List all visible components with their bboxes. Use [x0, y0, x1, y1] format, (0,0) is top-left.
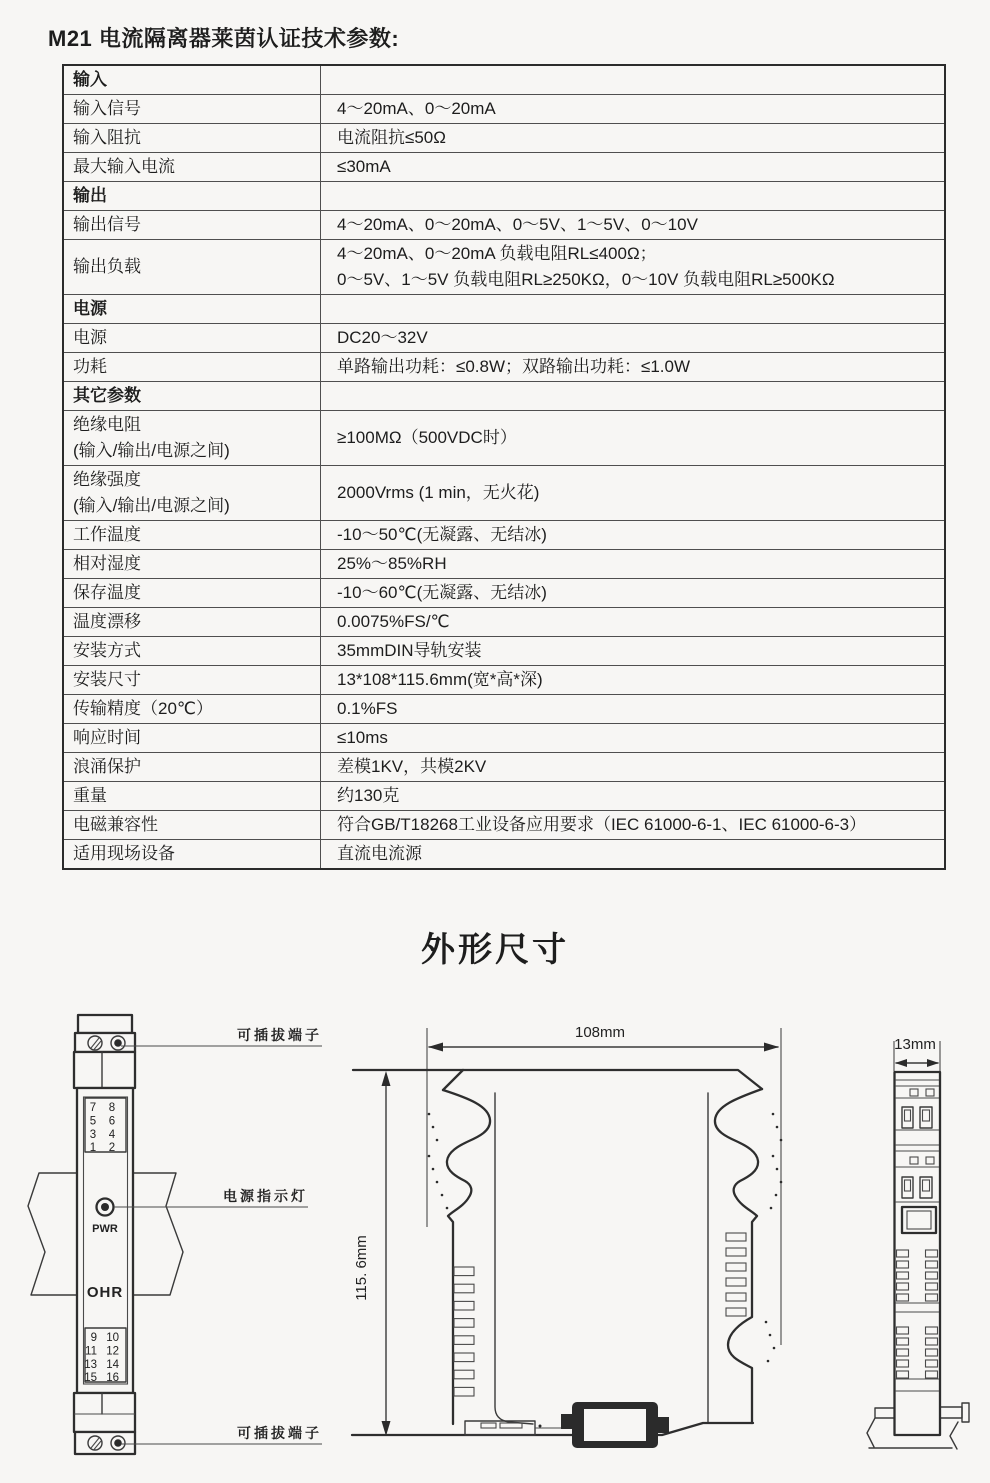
terminal-number: 12	[106, 1345, 119, 1358]
arrowhead-icon	[927, 1059, 939, 1067]
dimension-drawings	[0, 1005, 990, 1483]
profile-view-drawing	[352, 1024, 782, 1448]
terminal-number: 14	[106, 1359, 119, 1371]
param-value: -10～60℃(无凝露、无结冰)	[321, 579, 946, 608]
power-led-dot-icon	[101, 1203, 109, 1211]
housing-bottom-edge	[352, 1423, 753, 1435]
housing-top-edge	[353, 1070, 762, 1089]
param-label: 温度漂移	[63, 608, 321, 637]
spec-section-row	[63, 65, 945, 95]
param-value: 直流电流源	[321, 840, 946, 870]
latch-detail	[481, 1423, 496, 1428]
terminal-number: 9	[90, 1332, 97, 1344]
spec-row	[63, 753, 945, 782]
terminal-number: 15	[84, 1372, 97, 1384]
callout-pluggable-terminal-top: 可插拔端子	[237, 1027, 322, 1043]
spec-row	[63, 811, 945, 840]
param-label: 功耗	[63, 353, 321, 382]
din-clip-tab-left	[561, 1414, 572, 1429]
param-label: 电源	[63, 295, 321, 324]
spec-row	[63, 782, 945, 811]
param-label: 安装方式	[63, 637, 321, 666]
terminal-number: 1	[89, 1142, 97, 1154]
terminal-number: 13	[84, 1359, 97, 1371]
param-label: 浪涌保护	[63, 753, 321, 782]
callout-pluggable-terminal-bottom: 可插拔端子	[237, 1425, 322, 1441]
module-top-terminal-band	[75, 1033, 135, 1052]
terminal-number: 5	[89, 1115, 97, 1128]
param-label: 输入阻抗	[63, 124, 321, 153]
param-label: 工作温度	[63, 521, 321, 550]
terminal-number: 6	[108, 1115, 116, 1128]
param-value: 4～20mA、0～20mA 负载电阻RL≤400Ω； 0～5V、1～5V 负载电阻RL≥250KΩ，0～10V 负载电阻RL≥500KΩ	[321, 240, 946, 295]
callout-power-indicator: 电源指示灯	[223, 1188, 308, 1204]
latch-pin-icon	[539, 1425, 542, 1428]
param-value: 2000Vrms (1 min，无火花)	[321, 466, 946, 521]
rail-clip-tab	[940, 1407, 962, 1418]
terminal-number: 8	[108, 1102, 116, 1114]
param-label: 输出	[63, 182, 321, 211]
housing-left-chamfer	[443, 1070, 463, 1090]
param-value: ≥100MΩ（500VDC时）	[321, 411, 946, 466]
vent-slots-left	[454, 1267, 474, 1396]
page-title: M21 电流隔离器莱茵认证技术参数:	[48, 26, 400, 51]
param-label: 绝缘电阻 (输入/输出/电源之间)	[63, 411, 321, 466]
param-value: 35mmDIN导轨安装	[321, 637, 946, 666]
param-value: 单路输出功耗：≤0.8W；双路输出功耗：≤1.0W	[321, 353, 946, 382]
param-label: 输出负载	[63, 240, 321, 295]
spec-row	[63, 153, 945, 182]
spec-row	[63, 211, 945, 240]
param-value: ≤30mA	[321, 153, 946, 182]
spec-row	[63, 666, 945, 695]
param-value: 13*108*115.6mm(宽*高*深)	[321, 666, 946, 695]
param-value: 4～20mA、0～20mA	[321, 95, 946, 124]
arrowhead-icon	[382, 1421, 391, 1436]
param-value: 电流阻抗≤50Ω	[321, 124, 946, 153]
module-upper-flange	[74, 1052, 135, 1088]
front-view-drawing	[28, 1015, 322, 1454]
param-value	[321, 295, 946, 324]
spec-row	[63, 637, 945, 666]
spec-row	[63, 579, 945, 608]
brand-logo: OHR	[86, 1284, 124, 1301]
param-label: 相对湿度	[63, 550, 321, 579]
spec-section-row	[63, 295, 945, 324]
param-label: 其它参数	[63, 382, 321, 411]
spec-row	[63, 695, 945, 724]
param-value: 0.1%FS	[321, 695, 946, 724]
param-label: 电源	[63, 324, 321, 353]
din-clip-inner	[584, 1409, 646, 1441]
terminal-number: 16	[106, 1372, 119, 1384]
terminal-number: 2	[108, 1142, 116, 1154]
param-label: 保存温度	[63, 579, 321, 608]
clip-window-inner	[907, 1211, 931, 1229]
param-value	[321, 382, 946, 411]
rail-break-line	[950, 1422, 958, 1449]
spec-row	[63, 521, 945, 550]
spec-row	[63, 124, 945, 153]
rail-section-left	[867, 1408, 894, 1447]
din-clip-tab-right	[658, 1417, 669, 1433]
param-label: 传输精度（20℃）	[63, 695, 321, 724]
param-label: 绝缘强度 (输入/输出/电源之间)	[63, 466, 321, 521]
param-value: 约130克	[321, 782, 946, 811]
param-label: 安装尺寸	[63, 666, 321, 695]
dimensions-section-title: 外形尺寸	[421, 931, 569, 969]
spec-row	[63, 95, 945, 124]
din-rail-right	[133, 1173, 183, 1295]
param-value: 4～20mA、0～20mA、0～5V、1～5V、0～10V	[321, 211, 946, 240]
param-value: DC20～32V	[321, 324, 946, 353]
housing-left-profile	[443, 1090, 490, 1424]
param-label: 适用现场设备	[63, 840, 321, 870]
param-label: 最大输入电流	[63, 153, 321, 182]
module-bottom-terminal-band	[75, 1432, 135, 1454]
break-dots	[428, 1113, 783, 1363]
power-led-label: PWR	[92, 1223, 118, 1235]
spec-row	[63, 240, 945, 295]
spec-section-row	[63, 182, 945, 211]
width-dimension-label: 108mm	[574, 1024, 626, 1041]
module-lower-flange	[74, 1393, 135, 1432]
terminal-number: 4	[108, 1129, 116, 1141]
spec-row	[63, 324, 945, 353]
latch-detail	[500, 1423, 522, 1428]
param-label: 电磁兼容性	[63, 811, 321, 840]
param-label: 重量	[63, 782, 321, 811]
param-value: 符合GB/T18268工业设备应用要求（IEC 61000-6-1、IEC 61000-6-3）	[321, 811, 946, 840]
terminal-number: 3	[89, 1129, 97, 1141]
param-label: 输出信号	[63, 211, 321, 240]
spec-row	[63, 411, 945, 466]
spec-row	[63, 840, 945, 870]
param-value	[321, 182, 946, 211]
param-value: 25%～85%RH	[321, 550, 946, 579]
depth-dimension-label: 115. 6mm	[353, 1235, 370, 1301]
spec-row	[63, 353, 945, 382]
terminal-number: 10	[106, 1332, 119, 1344]
side-view-drawing	[867, 1036, 969, 1449]
module-top-cap	[78, 1015, 132, 1033]
screw-center-dot-icon	[114, 1439, 122, 1447]
spec-row	[63, 550, 945, 579]
screw-center-dot-icon	[114, 1039, 122, 1047]
housing-left-inner-edge	[495, 1093, 533, 1424]
param-label: 响应时间	[63, 724, 321, 753]
spec-table	[62, 64, 946, 870]
param-label: 输入	[63, 65, 321, 95]
arrowhead-icon	[895, 1059, 907, 1067]
param-label: 输入信号	[63, 95, 321, 124]
rail-clip-end	[962, 1403, 969, 1422]
spec-row	[63, 608, 945, 637]
param-value: -10～50℃(无凝露、无结冰)	[321, 521, 946, 550]
spec-row	[63, 724, 945, 753]
spec-section-row	[63, 382, 945, 411]
thickness-dimension-label: 13mm	[894, 1036, 936, 1053]
terminal-number: 7	[89, 1102, 97, 1114]
param-value: ≤10ms	[321, 724, 946, 753]
vent-slots-right	[726, 1233, 746, 1316]
arrowhead-icon	[428, 1043, 443, 1052]
arrowhead-icon	[382, 1071, 391, 1086]
param-value: 差模1KV，共模2KV	[321, 753, 946, 782]
param-value: 0.0075%FS/℃	[321, 608, 946, 637]
arrowhead-icon	[764, 1043, 779, 1052]
param-value	[321, 65, 946, 95]
spec-row	[63, 466, 945, 521]
din-rail-left	[28, 1173, 77, 1295]
terminal-number: 11	[85, 1345, 97, 1358]
